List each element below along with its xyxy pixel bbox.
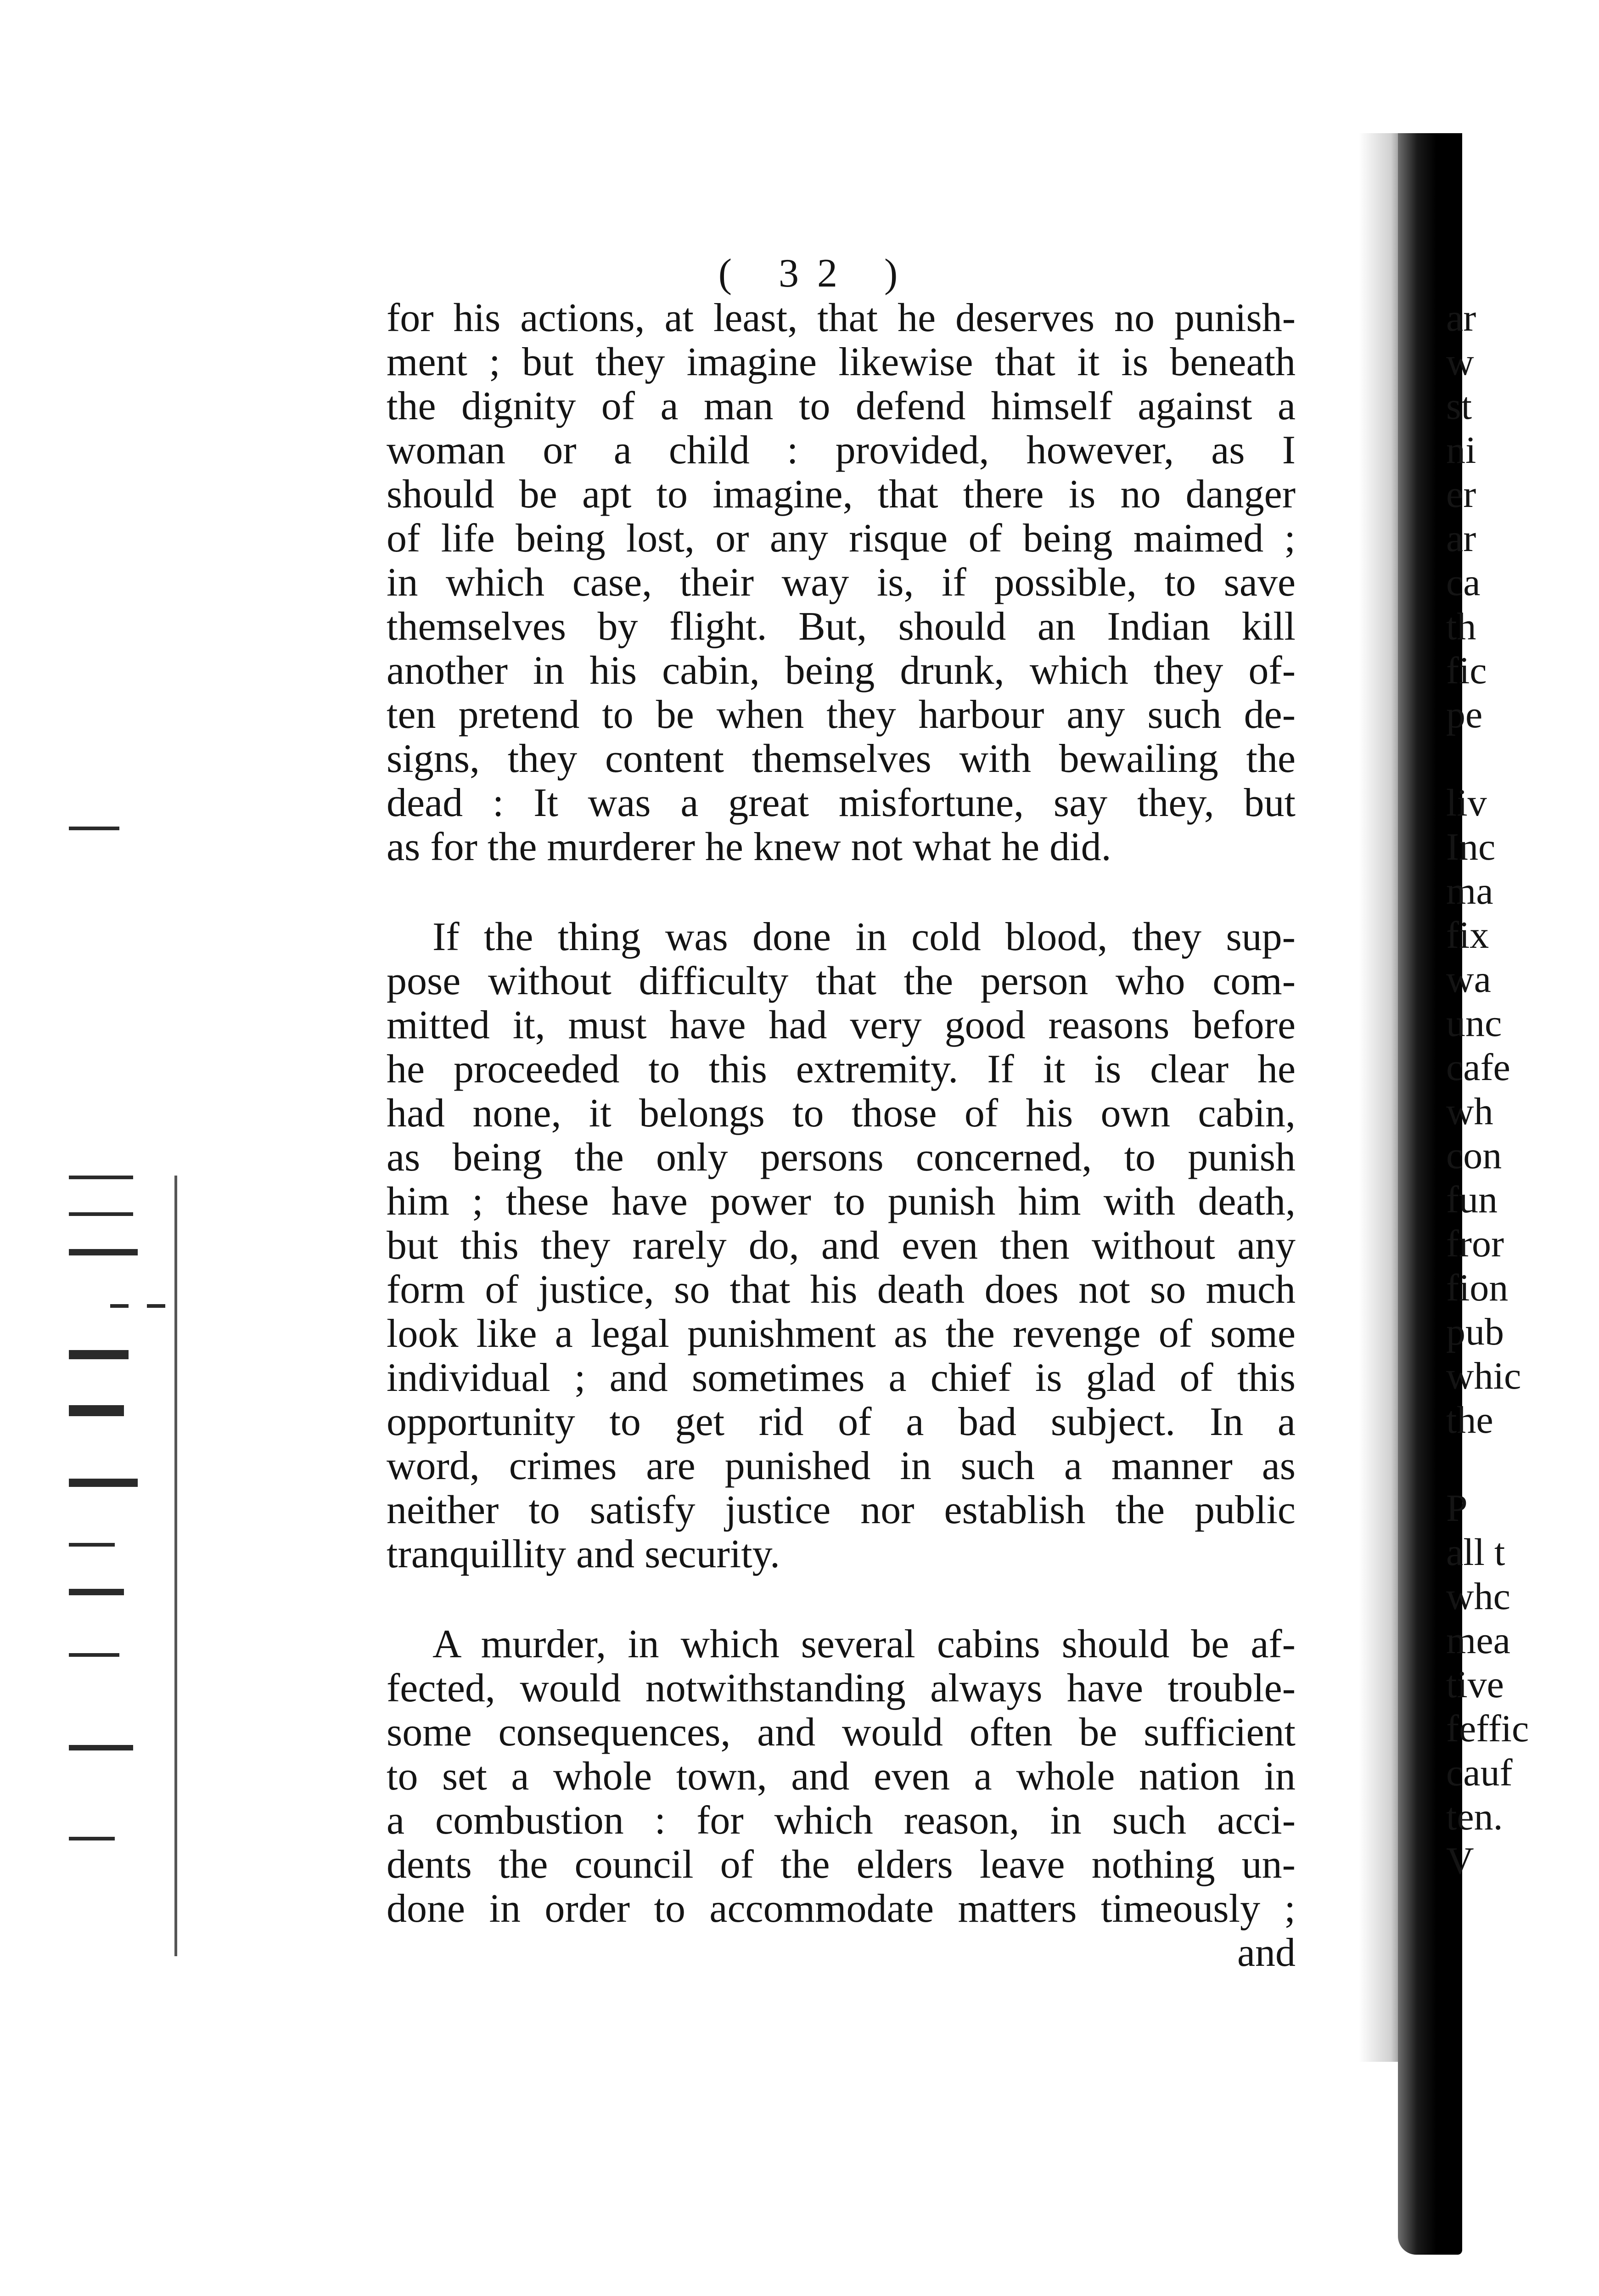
next-page-fragment: wh	[1446, 1090, 1493, 1133]
text-line: of life being lost, or any risque of being maimed ;	[387, 516, 1296, 561]
text-line: look like a legal punishment as the revenge of some	[387, 1311, 1296, 1356]
catchword: and	[1237, 1930, 1296, 1975]
text-line: word, crimes are punished in such a manner as	[387, 1444, 1296, 1488]
next-page-fragment: feffic	[1446, 1707, 1529, 1750]
text-line: him ; these have power to punish him with death,	[387, 1179, 1296, 1224]
next-page-fragment: fion	[1446, 1266, 1509, 1309]
next-page-fragment: w	[1446, 341, 1474, 383]
paragraph-gap	[387, 869, 1296, 915]
next-page-fragment: ar	[1446, 517, 1476, 560]
text-line: opportunity to get rid of a bad subject. In a	[387, 1400, 1296, 1444]
text-line: ment ; but they imagine likewise that it is beneath	[387, 340, 1296, 384]
next-page-fragment: Inc	[1446, 826, 1496, 868]
next-page-fragment: ca	[1446, 561, 1481, 604]
next-page-fragment: ten.	[1446, 1795, 1503, 1838]
next-page-fragment: fror	[1446, 1222, 1504, 1265]
next-page-fragment: er	[1446, 473, 1476, 516]
text-line: A murder, in which several cabins should be af-	[432, 1622, 1296, 1666]
text-line: If the thing was done in cold blood, they sup-	[432, 915, 1296, 959]
text-line: ten pretend to be when they harbour any such de-	[387, 692, 1296, 737]
text-line: he proceeded to this extremity. If it is clear he	[387, 1047, 1296, 1092]
text-line: but this they rarely do, and even then without any	[387, 1223, 1296, 1268]
next-page-fragment: whic	[1446, 1355, 1521, 1397]
next-page-fragment: tive	[1446, 1663, 1504, 1706]
body-text	[387, 296, 1296, 1975]
next-page-fragment: fic	[1446, 649, 1487, 692]
next-page-fragment: fun	[1446, 1178, 1498, 1221]
page-number: ( 32 )	[718, 251, 916, 296]
next-page-fragment	[1446, 737, 1584, 781]
next-page-fragment: unc	[1446, 1002, 1502, 1045]
text-line: some consequences, and would often be sufficient	[387, 1710, 1296, 1755]
text-line: in which case, their way is, if possible, to save	[387, 560, 1296, 605]
next-page-fragment: mea	[1446, 1619, 1510, 1662]
next-page-fragment: ma	[1446, 870, 1493, 912]
next-page-fragment: pe	[1446, 693, 1483, 736]
text-line: woman or a child : provided, however, as I	[387, 428, 1296, 473]
text-line: form of justice, so that his death does not so much	[387, 1267, 1296, 1312]
text-line: tranquillity and security.	[387, 1532, 780, 1576]
next-page-fragment: st	[1446, 385, 1472, 428]
next-page-fragment: all t	[1446, 1531, 1505, 1574]
next-page-fragment: pub	[1446, 1311, 1504, 1353]
next-page-fragment: the	[1446, 1399, 1493, 1441]
text-line: dead : It was a great misfortune, say they, but	[387, 781, 1296, 825]
text-line: should be apt to imagine, that there is no danger	[387, 472, 1296, 517]
text-line: individual ; and sometimes a chief is glad of this	[387, 1356, 1296, 1400]
next-page-fragment: whc	[1446, 1575, 1510, 1618]
text-line: another in his cabin, being drunk, which they of-	[387, 648, 1296, 693]
bleed-through-marks	[69, 827, 174, 2020]
text-line: mitted it, must have had very good reasons before	[387, 1003, 1296, 1047]
text-line: to set a whole town, and even a whole nation in	[387, 1754, 1296, 1799]
next-page-fragment: wa	[1446, 958, 1491, 1001]
text-line: as for the murderer he knew not what he did.	[387, 825, 1111, 869]
next-page-fragment: ar	[1446, 297, 1476, 339]
text-line: pose without difficulty that the person who com-	[387, 959, 1296, 1003]
text-line: neither to satisfy justice nor establish the public	[387, 1488, 1296, 1532]
next-page-edge	[1446, 296, 1584, 1883]
text-line: as being the only persons concerned, to punish	[387, 1135, 1296, 1180]
text-line: signs, they content themselves with bewailing the	[387, 737, 1296, 781]
next-page-fragment	[1446, 1442, 1584, 1486]
next-page-fragment: cafe	[1446, 1046, 1510, 1089]
next-page-fragment: V	[1446, 1840, 1474, 1882]
text-line: done in order to accommodate matters timeously ;	[387, 1886, 1296, 1931]
next-page-fragment: fix	[1446, 914, 1489, 957]
text-line: had none, it belongs to those of his own cabin,	[387, 1091, 1296, 1136]
text-line: themselves by flight. But, should an Indian kill	[387, 604, 1296, 649]
next-page-fragment: ni	[1446, 429, 1476, 472]
next-page-fragment: liv	[1446, 782, 1487, 824]
text-line: dents the council of the elders leave nothing un-	[387, 1842, 1296, 1887]
paragraph-gap	[387, 1576, 1296, 1622]
next-page-fragment: con	[1446, 1134, 1502, 1177]
text-line: a combustion : for which reason, in such acci-	[387, 1798, 1296, 1843]
text-line: the dignity of a man to defend himself against a	[387, 384, 1296, 428]
next-page-fragment: cauf	[1446, 1751, 1513, 1794]
text-line: for his actions, at least, that he deserves no punish-	[387, 296, 1296, 340]
next-page-fragment: th	[1446, 605, 1476, 648]
text-line: fected, would notwithstanding always have trouble-	[387, 1666, 1296, 1711]
next-page-fragment: P	[1446, 1487, 1468, 1530]
